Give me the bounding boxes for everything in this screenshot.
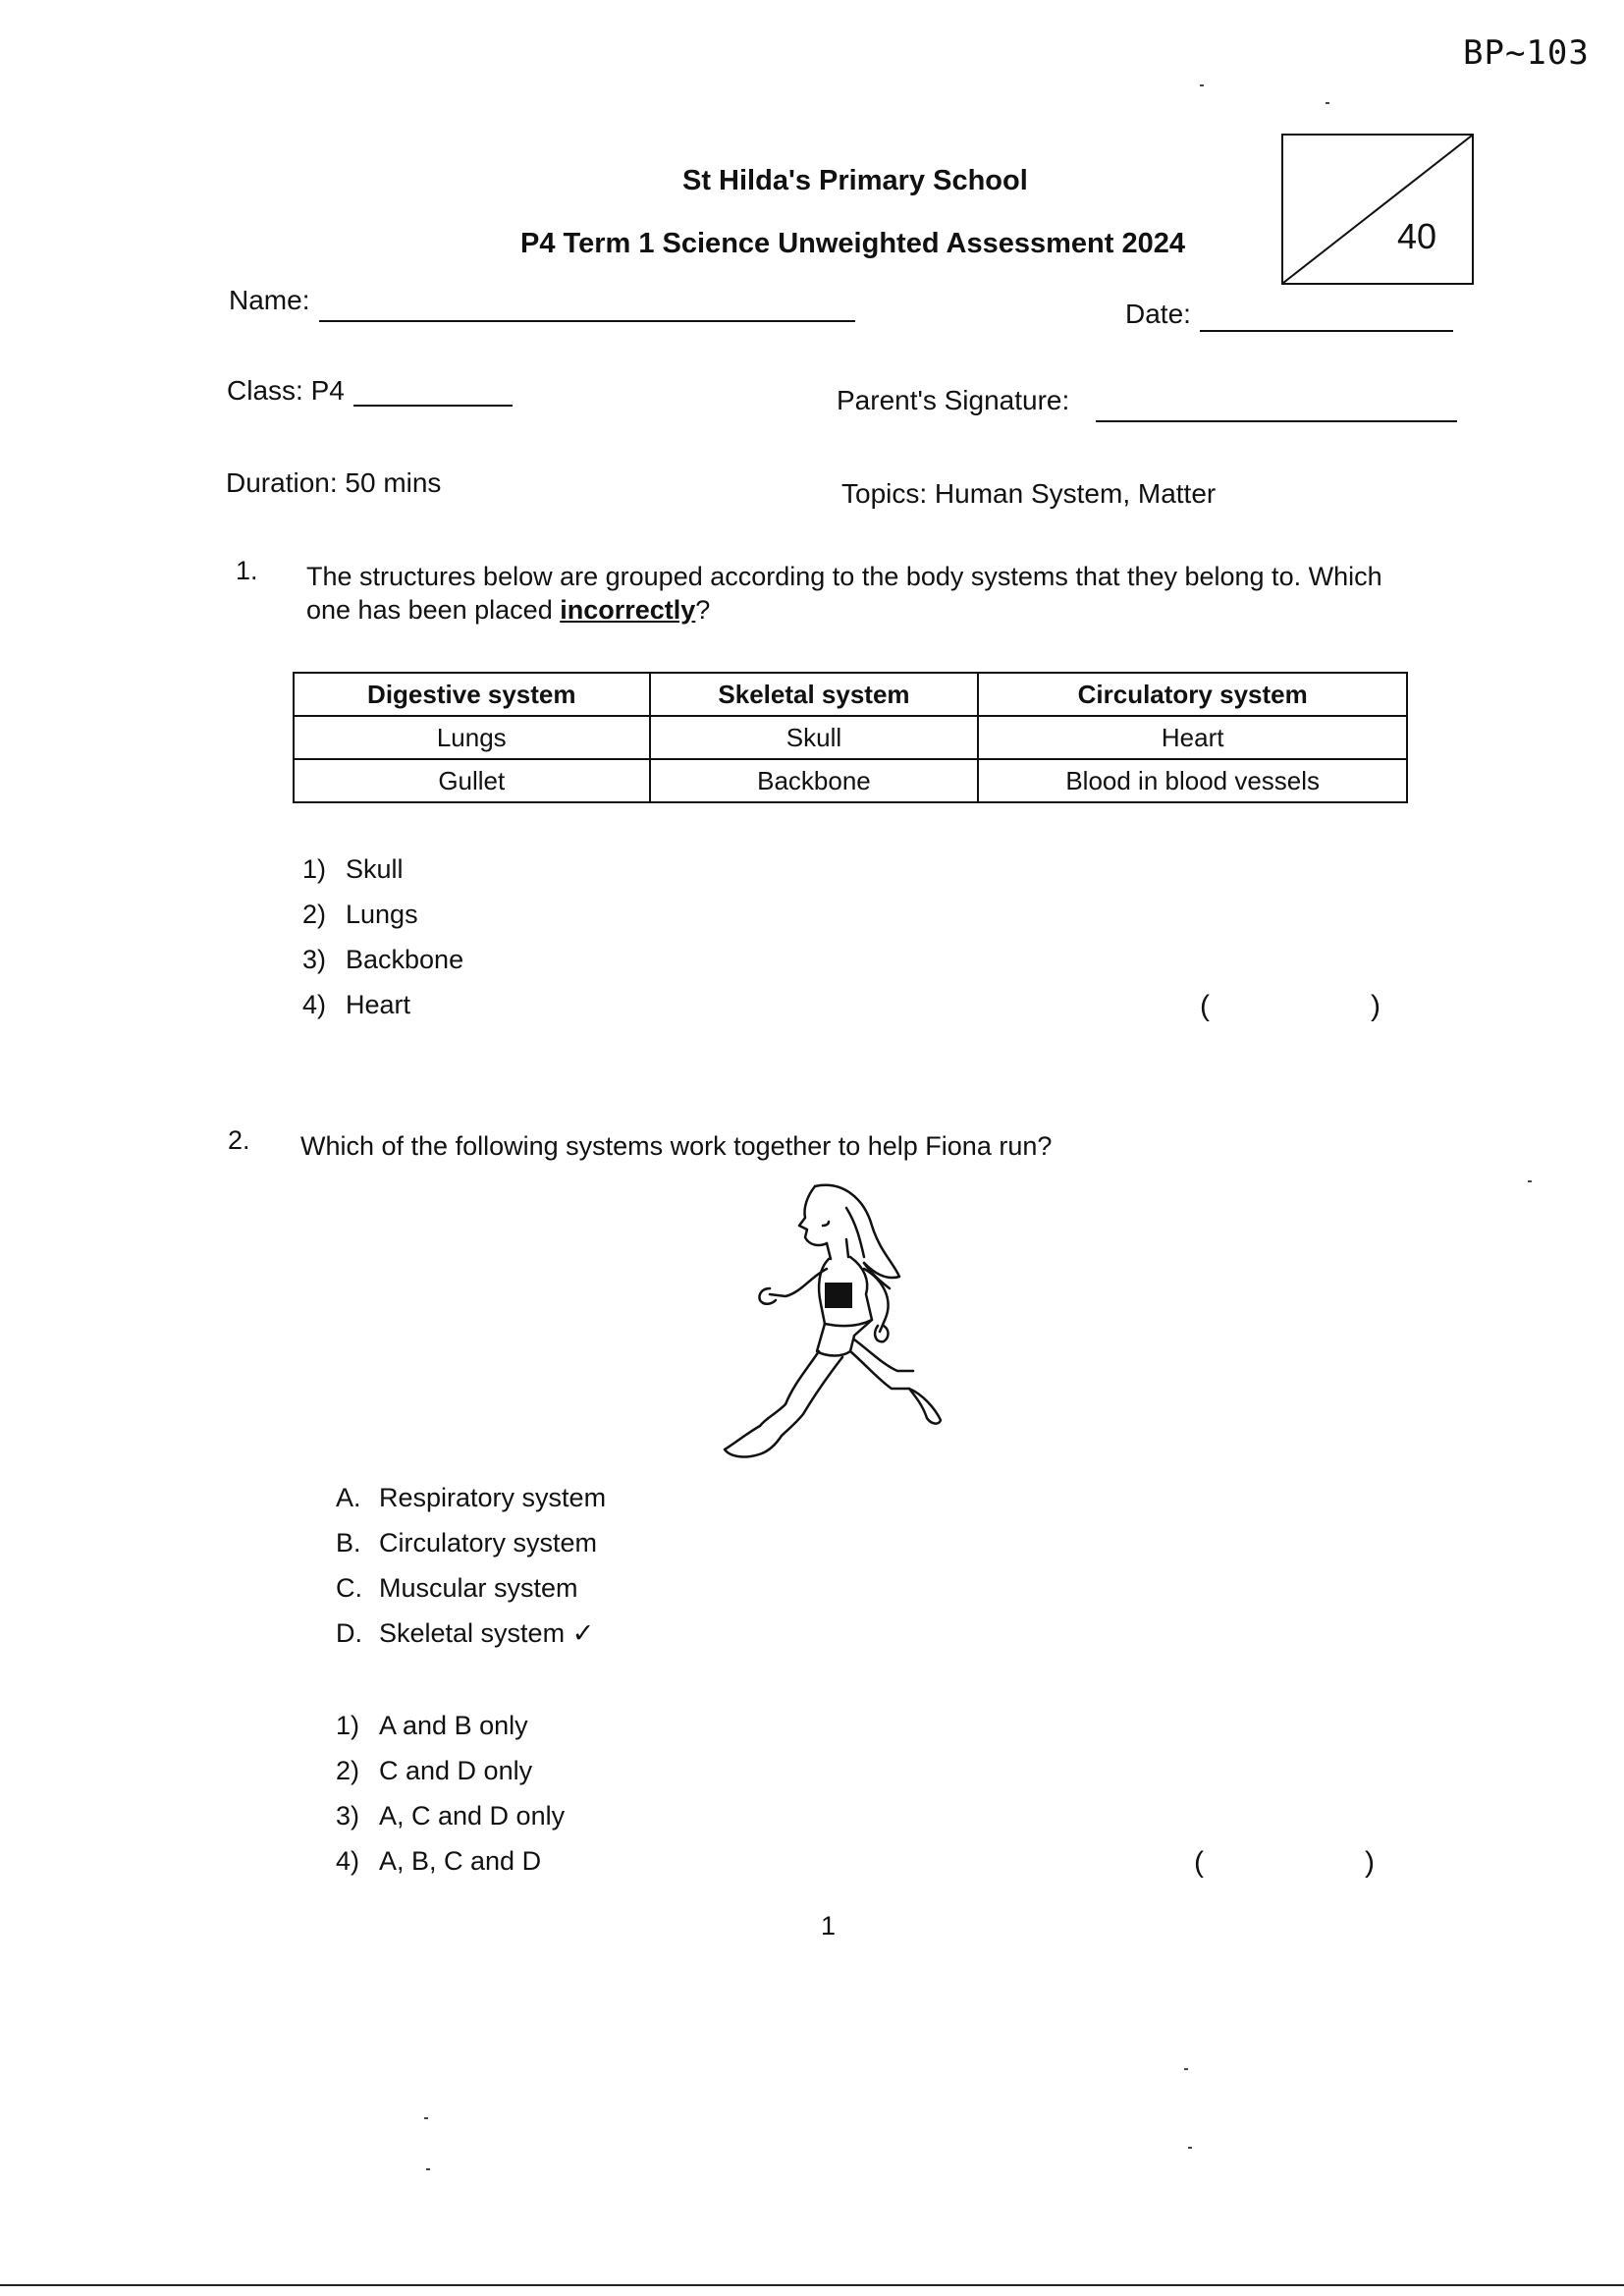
table-header: Digestive system — [294, 673, 650, 716]
statement-letter: A. — [336, 1483, 361, 1512]
table-header: Skeletal system — [650, 673, 979, 716]
scan-speck — [1326, 102, 1329, 104]
q2-text: Which of the following systems work together to help Fiona run? — [300, 1131, 1053, 1161]
q2-answer-box[interactable] — [1212, 1844, 1359, 1884]
q2-option-2[interactable] — [336, 1756, 532, 1786]
option-number: 1) — [336, 1711, 360, 1740]
class-label: Class: P4 — [227, 375, 345, 406]
assessment-title: P4 Term 1 Science Unweighted Assessment 2024 — [520, 228, 1185, 259]
table-row — [294, 759, 1407, 802]
q1-text-start: one has been placed — [306, 595, 561, 625]
check-mark: ✓ — [571, 1618, 595, 1648]
q2-statement-a — [336, 1483, 606, 1513]
scan-speck — [1188, 2147, 1192, 2149]
q1-text-line1: The structures below are grouped according to the body systems that they belong to. Which — [306, 562, 1382, 591]
option-text: A, B, C and D — [379, 1846, 542, 1876]
signature-label: Parent's Signature: — [837, 385, 1070, 415]
table-cell: Gullet — [294, 759, 650, 802]
date-label: Date: — [1125, 299, 1191, 329]
school-name: St Hilda's Primary School — [682, 165, 1028, 196]
q2-answer-open: ( — [1194, 1846, 1204, 1879]
q1-answer-close: ) — [1371, 990, 1380, 1022]
q1-option-4[interactable] — [302, 990, 410, 1020]
table-cell: Lungs — [294, 716, 650, 759]
q1-emphasis: incorrectly — [560, 595, 696, 625]
q1-option-3[interactable] — [302, 945, 463, 975]
q1-option-2[interactable] — [302, 900, 418, 930]
q1-option-1[interactable] — [302, 854, 404, 885]
scan-speck — [426, 2168, 430, 2170]
statement-letter: C. — [336, 1573, 362, 1603]
statement-letter: B. — [336, 1528, 361, 1558]
option-text: Heart — [346, 990, 411, 1019]
statement-text: Circulatory system — [379, 1528, 598, 1558]
table-row — [294, 716, 1407, 759]
bottom-rule — [0, 2284, 1624, 2286]
table-header: Circulatory system — [978, 673, 1407, 716]
scan-speck — [1528, 1180, 1532, 1182]
option-text: Lungs — [346, 900, 418, 929]
q1-answer-box[interactable] — [1218, 988, 1365, 1027]
duration-text: Duration: 50 mins — [226, 467, 442, 498]
option-number: 4) — [336, 1846, 360, 1876]
score-diagonal — [1283, 136, 1472, 283]
class-field[interactable] — [353, 405, 513, 407]
q2-statement-c — [336, 1573, 578, 1604]
table-cell: Heart — [978, 716, 1407, 759]
option-number: 3) — [336, 1801, 360, 1831]
table-cell: Backbone — [650, 759, 979, 802]
topics-text: Topics: Human System, Matter — [841, 478, 1217, 509]
score-box — [1281, 134, 1474, 285]
option-text: A and B only — [379, 1711, 528, 1740]
name-label: Name: — [229, 285, 310, 315]
scan-speck — [1184, 2068, 1188, 2070]
name-field[interactable] — [319, 320, 855, 322]
q1-text-end: ? — [695, 595, 711, 625]
option-number: 3) — [302, 945, 327, 974]
q1-text-line2 — [306, 595, 710, 626]
score-total: 40 — [1396, 216, 1436, 256]
statement-text: Skeletal system — [379, 1618, 566, 1648]
option-text: Skull — [346, 854, 404, 884]
date-field[interactable] — [1200, 330, 1453, 332]
q2-statement-d — [336, 1618, 594, 1649]
scan-speck — [1200, 84, 1204, 86]
paper-code: BP~103 — [1463, 33, 1590, 73]
runner-illustration — [717, 1178, 972, 1483]
statement-text: Respiratory system — [379, 1483, 607, 1512]
q2-answer-close: ) — [1365, 1846, 1375, 1879]
option-number: 4) — [302, 990, 327, 1019]
page-number: 1 — [821, 1911, 837, 1941]
table-header-row — [294, 673, 1407, 716]
signature-field[interactable] — [1096, 420, 1457, 422]
q2-statement-b — [336, 1528, 597, 1558]
statement-letter: D. — [336, 1618, 362, 1648]
option-number: 2) — [302, 900, 327, 929]
q1-answer-open: ( — [1200, 990, 1210, 1022]
q1-number: 1. — [236, 556, 258, 585]
table-cell: Blood in blood vessels — [978, 759, 1407, 802]
q2-option-3[interactable] — [336, 1801, 565, 1831]
option-text: Backbone — [346, 945, 464, 974]
q2-number: 2. — [228, 1125, 250, 1155]
option-number: 1) — [302, 854, 327, 884]
statement-text: Muscular system — [379, 1573, 578, 1603]
scan-speck — [424, 2117, 428, 2119]
q2-option-4[interactable] — [336, 1846, 541, 1877]
systems-table — [293, 672, 1408, 803]
option-text: C and D only — [379, 1756, 533, 1785]
option-number: 2) — [336, 1756, 360, 1785]
table-cell: Skull — [650, 716, 979, 759]
q2-option-1[interactable] — [336, 1711, 528, 1741]
option-text: A, C and D only — [379, 1801, 566, 1831]
